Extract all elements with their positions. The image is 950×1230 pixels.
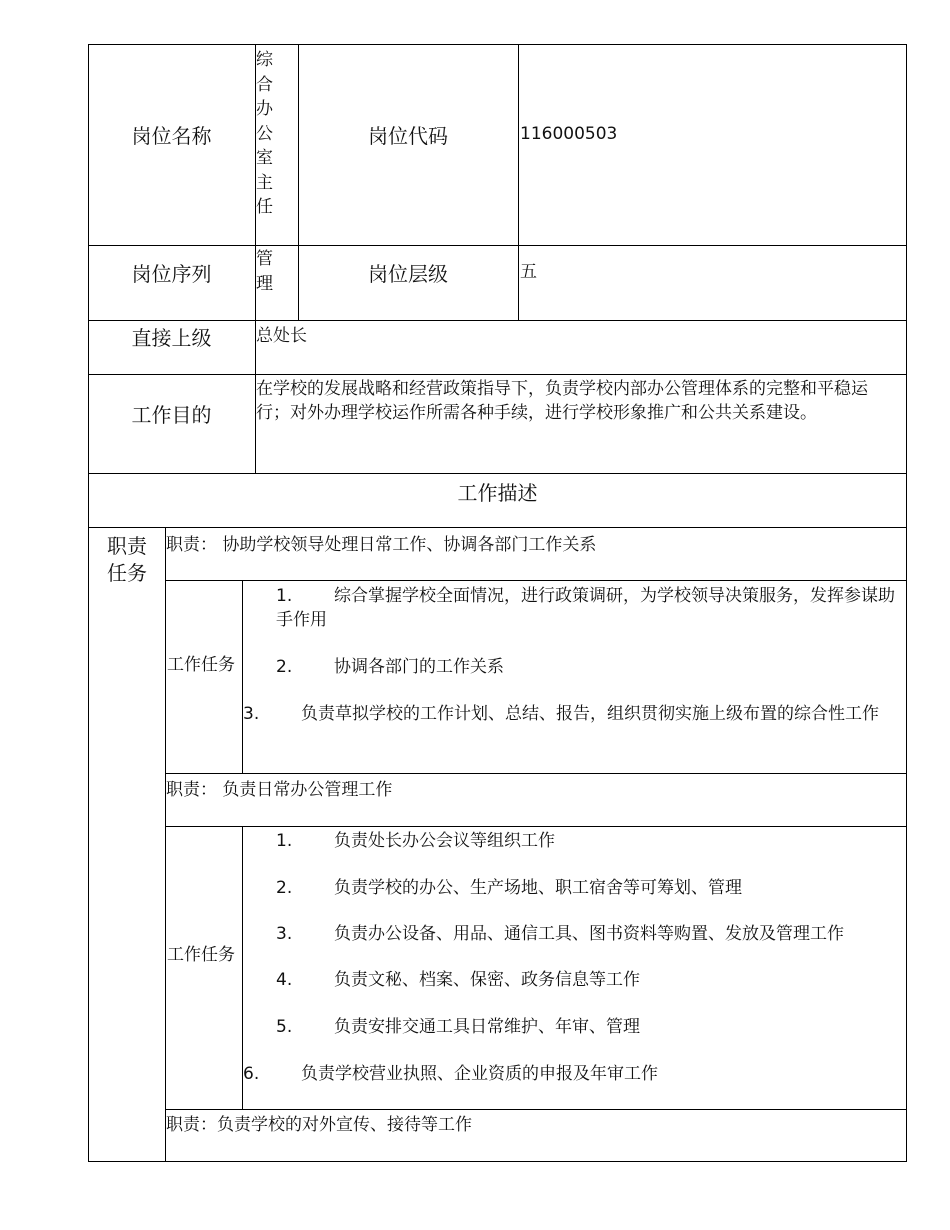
task-text: 负责草拟学校的工作计划、总结、报告，组织贯彻实施上级布置的综合性工作	[301, 704, 879, 724]
duties-label: 职责任务	[107, 534, 147, 585]
position-sequence-value: 管理	[256, 249, 273, 294]
task-text: 负责学校的办公、生产场地、职工宿舍等可筹划、管理	[334, 878, 742, 898]
task-text: 负责安排交通工具日常维护、年审、管理	[334, 1017, 640, 1037]
task-item	[243, 1062, 900, 1086]
task-item	[276, 1015, 900, 1039]
task-number: 4.	[276, 970, 293, 990]
position-sequence-label: 岗位序列	[131, 261, 212, 286]
position-level-value: 五	[520, 262, 537, 282]
task-text: 协调各部门的工作关系	[334, 657, 504, 677]
tasks-label: 工作任务	[167, 945, 235, 965]
position-level-label: 岗位层级	[368, 261, 448, 286]
task-item	[276, 655, 900, 679]
superior-value: 总处长	[256, 326, 307, 346]
purpose-value: 在学校的发展战略和经营政策指导下，负责学校内部办公管理体系的完整和平稳运行；对外办理学校运作所需各种手续，进行学校形象推广和公共关系建设。	[256, 379, 868, 423]
col-divider	[165, 527, 166, 1162]
duty-title: 职责：负责学校的对外宣传、接待等工作	[166, 1115, 472, 1135]
task-item	[276, 876, 900, 900]
duty-title: 职责： 负责日常办公管理工作	[166, 780, 393, 800]
task-text: 负责文秘、档案、保密、政务信息等工作	[334, 970, 640, 990]
task-item	[276, 922, 900, 946]
task-number: 1.	[276, 831, 293, 851]
task-number: 5.	[276, 1017, 293, 1037]
task-text: 综合掌握学校全面情况，进行政策调研，为学校领导决策服务，发挥参谋助手作用	[276, 586, 895, 630]
position-code-label: 岗位代码	[368, 123, 448, 148]
row-divider	[165, 1109, 907, 1110]
task-item	[276, 584, 900, 632]
row-divider	[88, 527, 907, 528]
task-item	[276, 829, 900, 853]
task-number: 6.	[243, 1064, 260, 1084]
task-number: 1.	[276, 586, 293, 606]
task-number: 2.	[276, 878, 293, 898]
section-title: 工作描述	[457, 480, 538, 505]
task-text: 负责办公设备、用品、通信工具、图书资料等购置、发放及管理工作	[334, 924, 844, 944]
purpose-label: 工作目的	[131, 402, 212, 427]
position-name-value: 综合办公室主任	[256, 50, 273, 217]
superior-label: 直接上级	[131, 326, 212, 350]
task-number: 2.	[276, 657, 293, 677]
tasks-label: 工作任务	[167, 655, 235, 675]
position-name-label: 岗位名称	[131, 123, 212, 148]
col-divider	[518, 44, 519, 320]
row-divider	[165, 580, 907, 581]
task-text: 负责学校营业执照、企业资质的申报及年审工作	[301, 1064, 658, 1084]
task-item	[276, 968, 900, 992]
col-divider	[242, 580, 243, 773]
position-code-value: 116000503	[520, 124, 618, 144]
duty-title: 职责： 协助学校领导处理日常工作、协调各部门工作关系	[166, 535, 597, 555]
task-text: 负责处长办公会议等组织工作	[334, 831, 555, 851]
task-item	[243, 702, 900, 726]
row-divider	[165, 826, 907, 827]
row-divider	[165, 773, 907, 774]
task-number: 3.	[276, 924, 293, 944]
task-number: 3.	[243, 704, 260, 724]
